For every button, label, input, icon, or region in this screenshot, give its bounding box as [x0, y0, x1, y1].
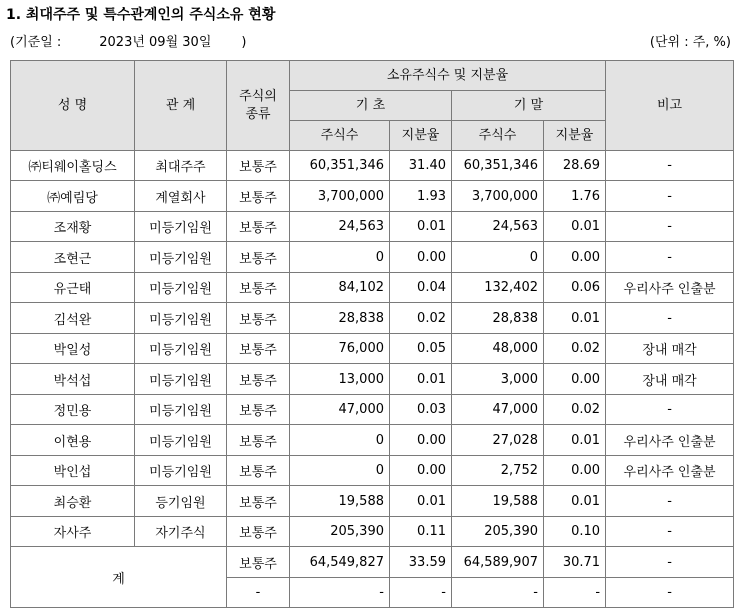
- table-row: [11, 273, 734, 303]
- cell-end-ratio: 0.02: [544, 334, 606, 364]
- cell-stock-type: 보통주: [227, 395, 290, 425]
- cell-begin-shares: 76,000: [290, 334, 390, 364]
- header-stock-type: 주식의 종류: [227, 61, 290, 151]
- header-end-shares: 주식수: [452, 121, 544, 151]
- cell-stock-type: 보통주: [227, 547, 290, 578]
- cell-relation: 미등기임원: [135, 273, 227, 303]
- cell-stock-type: 보통주: [227, 334, 290, 364]
- cell-name: 유근태: [11, 273, 135, 303]
- cell-stock-type: 보통주: [227, 456, 290, 486]
- cell-end-ratio: 28.69: [544, 151, 606, 181]
- cell-end-shares: 28,838: [452, 303, 544, 334]
- cell-begin-ratio: 0.05: [390, 334, 452, 364]
- cell-begin-shares: 60,351,346: [290, 151, 390, 181]
- cell-end-ratio: 0.00: [544, 456, 606, 486]
- cell-stock-type: 보통주: [227, 212, 290, 242]
- cell-note: 우리사주 인출분: [606, 456, 734, 486]
- cell-begin-shares: 3,700,000: [290, 181, 390, 212]
- cell-end-shares: 48,000: [452, 334, 544, 364]
- cell-relation: 미등기임원: [135, 334, 227, 364]
- reference-date-close: ): [241, 35, 247, 50]
- cell-begin-shares: 19,588: [290, 486, 390, 517]
- cell-end-shares: 60,351,346: [452, 151, 544, 181]
- table-row: [11, 212, 734, 242]
- cell-end-ratio: 0.01: [544, 425, 606, 456]
- cell-end-shares: 47,000: [452, 395, 544, 425]
- table-row: [11, 364, 734, 395]
- cell-begin-ratio: 0.00: [390, 456, 452, 486]
- header-name: 성 명: [11, 61, 135, 151]
- cell-begin-shares: 84,102: [290, 273, 390, 303]
- header-relation: 관 계: [135, 61, 227, 151]
- cell-begin-shares: 0: [290, 456, 390, 486]
- cell-begin-ratio: 0.11: [390, 517, 452, 547]
- cell-relation: 자기주식: [135, 517, 227, 547]
- cell-end-shares: 19,588: [452, 486, 544, 517]
- cell-begin-shares: 28,838: [290, 303, 390, 334]
- cell-note: 우리사주 인출분: [606, 273, 734, 303]
- cell-note: -: [606, 151, 734, 181]
- table-body: [11, 151, 734, 608]
- cell-begin-ratio: 0.04: [390, 273, 452, 303]
- cell-end-shares: 2,752: [452, 456, 544, 486]
- cell-stock-type: 보통주: [227, 517, 290, 547]
- table-row: [11, 303, 734, 334]
- header-beginning: 기 초: [290, 91, 452, 121]
- cell-relation: 미등기임원: [135, 303, 227, 334]
- cell-begin-ratio: 0.00: [390, 242, 452, 273]
- cell-relation: 미등기임원: [135, 456, 227, 486]
- cell-begin-shares: 64,549,827: [290, 547, 390, 578]
- cell-end-ratio: 0.06: [544, 273, 606, 303]
- cell-name: 정민용: [11, 395, 135, 425]
- cell-begin-ratio: -: [390, 578, 452, 608]
- reference-date-open: (기준일 :: [10, 35, 62, 50]
- cell-note: 우리사주 인출분: [606, 425, 734, 456]
- cell-name: 박일성: [11, 334, 135, 364]
- table-row: [11, 151, 734, 181]
- cell-end-ratio: 0.00: [544, 364, 606, 395]
- cell-end-shares: 0: [452, 242, 544, 273]
- table-row: [11, 181, 734, 212]
- cell-note: -: [606, 395, 734, 425]
- cell-stock-type: 보통주: [227, 303, 290, 334]
- cell-begin-shares: 205,390: [290, 517, 390, 547]
- cell-note: 장내 매각: [606, 334, 734, 364]
- cell-note: -: [606, 303, 734, 334]
- cell-begin-ratio: 1.93: [390, 181, 452, 212]
- unit-label: (단위 : 주, %): [649, 35, 731, 50]
- cell-stock-type: 보통주: [227, 425, 290, 456]
- cell-note: -: [606, 547, 734, 578]
- cell-relation: 미등기임원: [135, 242, 227, 273]
- cell-relation: 미등기임원: [135, 395, 227, 425]
- cell-note: -: [606, 578, 734, 608]
- cell-end-shares: 3,000: [452, 364, 544, 395]
- total-row: [11, 547, 734, 578]
- cell-note: 장내 매각: [606, 364, 734, 395]
- cell-begin-shares: 24,563: [290, 212, 390, 242]
- cell-name: ㈜예림당: [11, 181, 135, 212]
- cell-stock-type: 보통주: [227, 181, 290, 212]
- reference-date-value: 2023년 09월 30일: [99, 35, 212, 50]
- cell-relation: 등기임원: [135, 486, 227, 517]
- cell-name: 조현근: [11, 242, 135, 273]
- header-ownership: 소유주식수 및 지분율: [290, 61, 606, 91]
- cell-name: 박인섭: [11, 456, 135, 486]
- cell-name: 박석섭: [11, 364, 135, 395]
- cell-end-ratio: 30.71: [544, 547, 606, 578]
- table-row: [11, 425, 734, 456]
- cell-begin-shares: -: [290, 578, 390, 608]
- cell-end-shares: 3,700,000: [452, 181, 544, 212]
- cell-end-ratio: -: [544, 578, 606, 608]
- table-row: [11, 517, 734, 547]
- cell-name: 최승환: [11, 486, 135, 517]
- table-header: [11, 61, 734, 151]
- cell-end-ratio: 0.10: [544, 517, 606, 547]
- cell-stock-type: 보통주: [227, 151, 290, 181]
- cell-name: 조재황: [11, 212, 135, 242]
- total-label: 계: [11, 547, 227, 608]
- cell-begin-shares: 0: [290, 242, 390, 273]
- cell-note: -: [606, 242, 734, 273]
- cell-note: -: [606, 212, 734, 242]
- cell-relation: 미등기임원: [135, 425, 227, 456]
- table-row: [11, 456, 734, 486]
- cell-begin-ratio: 0.02: [390, 303, 452, 334]
- cell-begin-ratio: 31.40: [390, 151, 452, 181]
- page-title: 1. 최대주주 및 특수관계인의 주식소유 현황: [6, 7, 276, 23]
- cell-end-ratio: 0.01: [544, 212, 606, 242]
- cell-note: -: [606, 517, 734, 547]
- cell-begin-ratio: 0.01: [390, 364, 452, 395]
- cell-end-ratio: 0.02: [544, 395, 606, 425]
- reference-date: [10, 31, 246, 50]
- cell-begin-shares: 13,000: [290, 364, 390, 395]
- table-row: [11, 242, 734, 273]
- cell-end-ratio: 0.00: [544, 242, 606, 273]
- cell-end-ratio: 0.01: [544, 303, 606, 334]
- cell-name: 자사주: [11, 517, 135, 547]
- cell-end-shares: 27,028: [452, 425, 544, 456]
- cell-name: ㈜티웨이홀딩스: [11, 151, 135, 181]
- cell-note: -: [606, 486, 734, 517]
- cell-relation: 최대주주: [135, 151, 227, 181]
- cell-stock-type: 보통주: [227, 486, 290, 517]
- cell-end-ratio: 0.01: [544, 486, 606, 517]
- cell-name: 이현용: [11, 425, 135, 456]
- cell-stock-type: -: [227, 578, 290, 608]
- header-ending: 기 말: [452, 91, 606, 121]
- header-begin-ratio: 지분율: [390, 121, 452, 151]
- cell-stock-type: 보통주: [227, 364, 290, 395]
- cell-name: 김석완: [11, 303, 135, 334]
- header-note: 비고: [606, 61, 734, 151]
- cell-end-shares: 64,589,907: [452, 547, 544, 578]
- cell-relation: 계열회사: [135, 181, 227, 212]
- cell-end-ratio: 1.76: [544, 181, 606, 212]
- cell-begin-ratio: 0.01: [390, 486, 452, 517]
- cell-end-shares: -: [452, 578, 544, 608]
- cell-end-shares: 205,390: [452, 517, 544, 547]
- table-row: [11, 486, 734, 517]
- header-begin-shares: 주식수: [290, 121, 390, 151]
- cell-end-shares: 24,563: [452, 212, 544, 242]
- cell-begin-shares: 0: [290, 425, 390, 456]
- cell-begin-shares: 47,000: [290, 395, 390, 425]
- cell-begin-ratio: 0.01: [390, 212, 452, 242]
- cell-relation: 미등기임원: [135, 364, 227, 395]
- cell-stock-type: 보통주: [227, 242, 290, 273]
- cell-end-shares: 132,402: [452, 273, 544, 303]
- table-row: [11, 395, 734, 425]
- cell-relation: 미등기임원: [135, 212, 227, 242]
- header-end-ratio: 지분율: [544, 121, 606, 151]
- cell-note: -: [606, 181, 734, 212]
- cell-begin-ratio: 0.00: [390, 425, 452, 456]
- cell-begin-ratio: 0.03: [390, 395, 452, 425]
- shareholding-table: [10, 60, 734, 608]
- table-row: [11, 334, 734, 364]
- cell-stock-type: 보통주: [227, 273, 290, 303]
- cell-begin-ratio: 33.59: [390, 547, 452, 578]
